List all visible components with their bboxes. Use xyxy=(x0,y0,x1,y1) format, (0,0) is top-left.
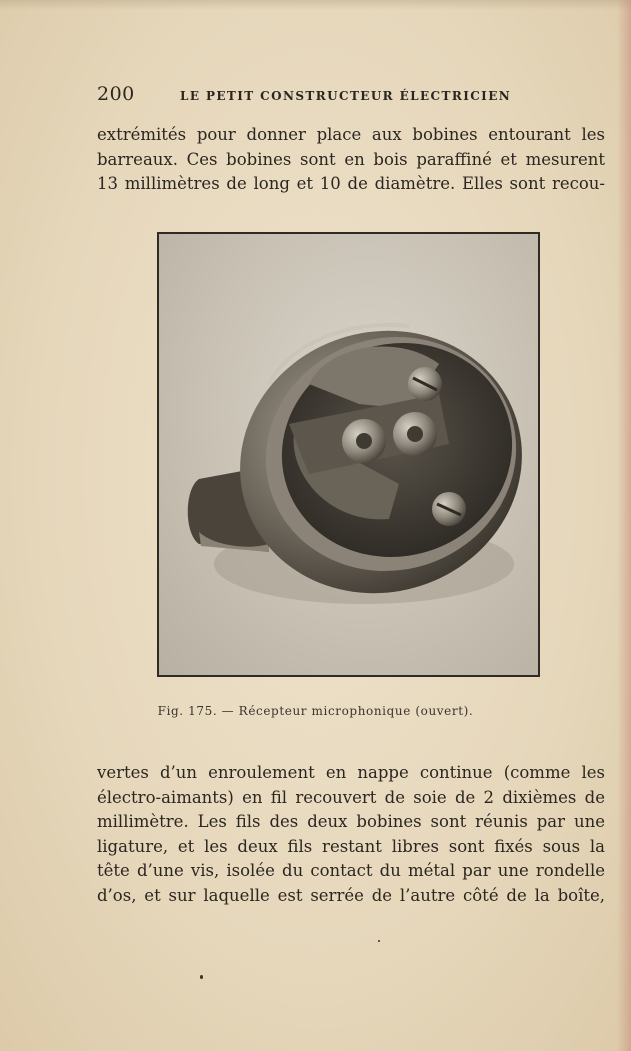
running-title: LE PETIT CONSTRUCTEUR ÉLECTRICIEN xyxy=(180,89,512,103)
paper-speck xyxy=(378,940,380,942)
text-line: vertes d’un enroulement en nappe continue (comme les xyxy=(97,763,605,782)
figure-caption: Fig. 175. — Récepteur microphonique (ouvert). xyxy=(157,704,474,718)
receiver-illustration xyxy=(159,234,538,675)
text-line: ligature, et les deux fils restant libres sont fixés sous la xyxy=(97,836,605,856)
text-line: millimètre. Les fils des deux bobines sont réunis par une xyxy=(97,812,605,831)
text-line: tête d’une vis, isolée du contact du métal par une rondelle xyxy=(97,861,605,880)
page-number: 200 xyxy=(97,83,135,105)
paragraph-top xyxy=(97,123,605,197)
figure-illustration xyxy=(157,232,540,677)
text-line: extrémités pour donner place aux bobines entourant les xyxy=(97,125,605,144)
paper-speck xyxy=(200,975,203,979)
text-line: barreaux. Ces bobines sont en bois paraffiné et mesurent xyxy=(97,149,605,169)
text-line: 13 millimètres de long et 10 de diamètre. Elles sont recou- xyxy=(97,174,605,193)
text-line: électro-aimants) en fil recouvert de soie de 2 dixièmes de xyxy=(97,787,605,807)
page-shadow-top xyxy=(0,0,631,10)
paragraph-bottom xyxy=(97,761,605,908)
page-edge-right xyxy=(617,0,631,1051)
running-head xyxy=(97,83,607,109)
text-line: d’os, et sur laquelle est serrée de l’autre côté de la boîte, xyxy=(97,885,605,905)
